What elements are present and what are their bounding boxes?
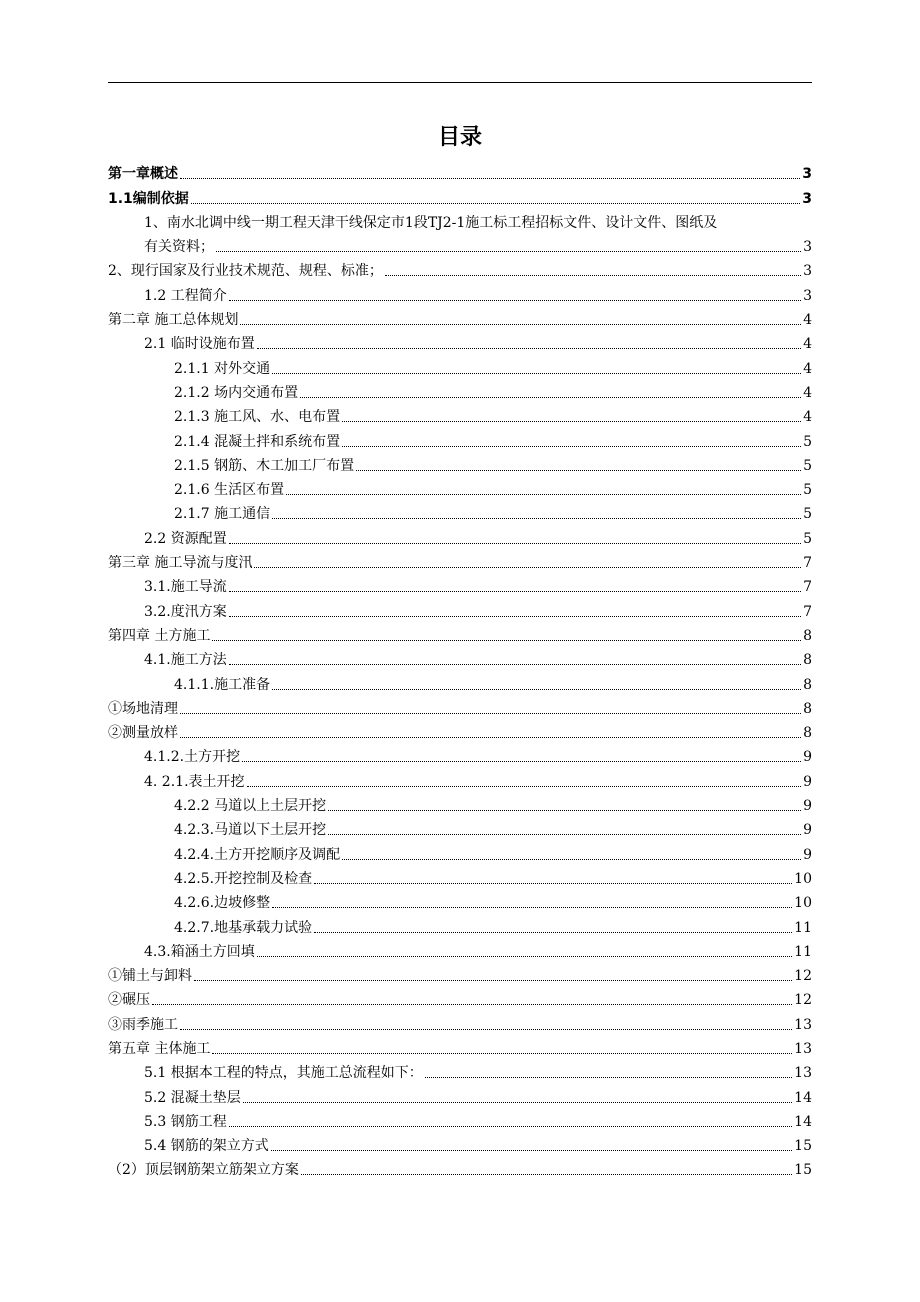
dot-leader bbox=[314, 932, 792, 933]
toc-entry[interactable] bbox=[108, 1107, 812, 1131]
toc-entry-page: 4 bbox=[803, 409, 812, 426]
toc-entry[interactable] bbox=[108, 572, 812, 596]
toc-entry-page: 5 bbox=[803, 457, 812, 474]
toc-entry-page: 13 bbox=[794, 1040, 812, 1057]
toc-entry-page: 12 bbox=[794, 992, 812, 1009]
toc-entry-label: 第四章 土方施工 bbox=[108, 627, 211, 644]
toc-entry-page: 14 bbox=[794, 1113, 812, 1130]
dot-leader bbox=[286, 494, 801, 495]
toc-entry[interactable] bbox=[108, 596, 812, 620]
dot-leader bbox=[301, 1174, 792, 1175]
toc-entry-page: 11 bbox=[794, 943, 812, 960]
toc-entry-label: 2.1.2 场内交通布置 bbox=[174, 384, 299, 401]
toc-entry[interactable] bbox=[108, 718, 812, 742]
dot-leader bbox=[300, 397, 801, 398]
toc-entry-label: 3.2.度汛方案 bbox=[144, 603, 227, 620]
dot-leader bbox=[229, 664, 801, 665]
table-of-contents bbox=[108, 159, 812, 1179]
toc-entry-page: 9 bbox=[803, 822, 812, 839]
dot-leader bbox=[216, 251, 801, 252]
toc-entry-label: 2.1 临时设施布置 bbox=[144, 336, 255, 353]
toc-entry-label: ②测量放样 bbox=[108, 725, 178, 742]
dot-leader bbox=[254, 567, 801, 568]
toc-entry[interactable] bbox=[108, 378, 812, 402]
toc-entry[interactable] bbox=[108, 402, 812, 426]
toc-entry-label: 有关资料； bbox=[144, 239, 214, 256]
toc-entry[interactable] bbox=[108, 815, 812, 839]
toc-entry-page: 8 bbox=[803, 676, 812, 693]
toc-entry[interactable] bbox=[108, 353, 812, 377]
toc-entry[interactable] bbox=[108, 985, 812, 1009]
dot-leader bbox=[212, 1053, 792, 1054]
toc-entry-page: 15 bbox=[794, 1162, 812, 1179]
toc-entry[interactable] bbox=[108, 451, 812, 475]
toc-entry-page: 4 bbox=[803, 360, 812, 377]
toc-entry-label: 4.2.7.地基承载力试验 bbox=[174, 919, 313, 936]
dot-leader bbox=[272, 907, 792, 908]
toc-entry-page: 3 bbox=[803, 263, 812, 280]
toc-entry-label: 1.1编制依据 bbox=[108, 190, 189, 207]
toc-entry-page: 14 bbox=[794, 1089, 812, 1106]
dot-leader bbox=[272, 373, 801, 374]
dot-leader bbox=[314, 883, 792, 884]
toc-entry[interactable] bbox=[108, 499, 812, 523]
toc-entry-page: 8 bbox=[803, 652, 812, 669]
toc-entry[interactable] bbox=[108, 621, 812, 645]
dot-leader bbox=[328, 810, 801, 811]
toc-entry-label: 2.1.3 施工风、水、电布置 bbox=[174, 409, 341, 426]
toc-entry[interactable] bbox=[108, 864, 812, 888]
toc-entry-label: 2.1.4 混凝土拌和系统布置 bbox=[174, 433, 341, 450]
dot-leader bbox=[212, 640, 801, 641]
dot-leader bbox=[180, 178, 800, 179]
toc-entry-label: 2.1.5 钢筋、木工加工厂布置 bbox=[174, 457, 355, 474]
toc-entry-label: 4.2.2 马道以上土层开挖 bbox=[174, 798, 327, 815]
toc-entry[interactable] bbox=[108, 839, 812, 863]
dot-leader bbox=[229, 616, 801, 617]
toc-entry[interactable] bbox=[108, 256, 812, 280]
toc-entry-page: 10 bbox=[794, 895, 812, 912]
toc-entry[interactable] bbox=[108, 669, 812, 693]
toc-entry[interactable] bbox=[108, 305, 812, 329]
toc-entry-page: 7 bbox=[803, 579, 812, 596]
dot-leader bbox=[271, 1150, 792, 1151]
toc-entry[interactable] bbox=[108, 1034, 812, 1058]
toc-entry[interactable] bbox=[108, 523, 812, 547]
dot-leader bbox=[242, 761, 801, 762]
toc-entry-page: 3 bbox=[803, 287, 812, 304]
toc-entry-label: 2.1.1 对外交通 bbox=[174, 360, 271, 377]
toc-entry-page: 4 bbox=[803, 336, 812, 353]
toc-entry-label: 5.2 混凝土垫层 bbox=[144, 1089, 241, 1106]
toc-entry[interactable] bbox=[108, 426, 812, 450]
dot-leader bbox=[342, 421, 801, 422]
toc-entry-page: 3 bbox=[803, 239, 812, 256]
dot-leader bbox=[342, 446, 801, 447]
toc-entry-page: 5 bbox=[803, 482, 812, 499]
dot-leader bbox=[356, 470, 801, 471]
toc-entry-label: 4.3.箱涵土方回填 bbox=[144, 943, 255, 960]
dot-leader bbox=[257, 956, 792, 957]
toc-entry-page: 13 bbox=[794, 1065, 812, 1082]
toc-entry-page: 10 bbox=[794, 870, 812, 887]
toc-entry-label: 5.3 钢筋工程 bbox=[144, 1113, 227, 1130]
toc-entry[interactable] bbox=[108, 694, 812, 718]
toc-entry[interactable] bbox=[108, 159, 812, 183]
toc-entry[interactable] bbox=[108, 548, 812, 572]
toc-entry-label: 3.1.施工导流 bbox=[144, 579, 227, 596]
toc-entry-label: 5.1 根据本工程的特点，其施工总流程如下： bbox=[144, 1065, 423, 1082]
toc-entry-label: 2.1.7 施工通信 bbox=[174, 506, 271, 523]
toc-entry[interactable] bbox=[108, 937, 812, 961]
dot-leader bbox=[425, 1077, 792, 1078]
dot-leader bbox=[240, 324, 801, 325]
toc-entry[interactable] bbox=[108, 208, 812, 232]
dot-leader bbox=[328, 834, 801, 835]
dot-leader bbox=[229, 543, 801, 544]
toc-entry-page: 5 bbox=[803, 530, 812, 547]
toc-entry[interactable] bbox=[108, 1058, 812, 1082]
dot-leader bbox=[257, 348, 801, 349]
toc-entry-page: 9 bbox=[803, 773, 812, 790]
toc-entry-label: ②碾压 bbox=[108, 992, 150, 1009]
toc-entry-label: ①场地清理 bbox=[108, 700, 178, 717]
toc-entry[interactable] bbox=[108, 1009, 812, 1033]
toc-entry-label: 4.1.施工方法 bbox=[144, 652, 227, 669]
dot-leader bbox=[272, 518, 801, 519]
toc-entry-page: 13 bbox=[794, 1016, 812, 1033]
dot-leader bbox=[247, 786, 802, 787]
toc-entry-label: 4.2.3.马道以下土层开挖 bbox=[174, 822, 327, 839]
toc-entry-page: 15 bbox=[794, 1138, 812, 1155]
toc-entry-page: 5 bbox=[803, 506, 812, 523]
toc-entry-page: 9 bbox=[803, 798, 812, 815]
toc-entry-label: 1、南水北调中线一期工程天津干线保定市1段TJ2-1施工标工程招标文件、设计文件、图纸及 bbox=[144, 214, 718, 231]
toc-entry[interactable] bbox=[108, 766, 812, 790]
dot-leader bbox=[180, 737, 801, 738]
toc-entry[interactable] bbox=[108, 232, 812, 256]
toc-entry[interactable] bbox=[108, 791, 812, 815]
toc-entry-page: 11 bbox=[794, 919, 812, 936]
toc-entry-label: 4.1.2.土方开挖 bbox=[144, 749, 241, 766]
dot-leader bbox=[229, 1126, 792, 1127]
toc-entry-label: 第三章 施工导流与度汛 bbox=[108, 555, 253, 572]
toc-entry-page: 8 bbox=[803, 725, 812, 742]
toc-entry-label: 4.2.4.土方开挖顺序及调配 bbox=[174, 846, 341, 863]
toc-entry[interactable] bbox=[108, 1155, 812, 1179]
toc-entry-page: 3 bbox=[802, 190, 812, 207]
toc-entry-page: 9 bbox=[803, 846, 812, 863]
dot-leader bbox=[191, 203, 800, 204]
toc-entry-page: 4 bbox=[803, 312, 812, 329]
dot-leader bbox=[342, 859, 801, 860]
toc-entry-page: 9 bbox=[803, 749, 812, 766]
toc-entry-page: 5 bbox=[803, 433, 812, 450]
toc-entry-label: 4.2.5.开挖控制及检查 bbox=[174, 870, 313, 887]
toc-entry[interactable] bbox=[108, 1082, 812, 1106]
dot-leader bbox=[180, 1029, 792, 1030]
toc-entry-page: 12 bbox=[794, 968, 812, 985]
toc-entry[interactable] bbox=[108, 742, 812, 766]
toc-entry[interactable] bbox=[108, 475, 812, 499]
toc-entry-page: 7 bbox=[803, 603, 812, 620]
toc-entry[interactable] bbox=[108, 645, 812, 669]
toc-entry-label: 4.1.1.施工准备 bbox=[174, 676, 271, 693]
toc-entry[interactable] bbox=[108, 183, 812, 207]
toc-entry-label: ③雨季施工 bbox=[108, 1016, 178, 1033]
header-rule bbox=[108, 82, 812, 83]
toc-entry[interactable] bbox=[108, 912, 812, 936]
dot-leader bbox=[229, 591, 801, 592]
page-title: 目录 bbox=[437, 125, 482, 150]
toc-entry-page: 4 bbox=[803, 384, 812, 401]
dot-leader bbox=[194, 980, 792, 981]
toc-entry[interactable] bbox=[108, 280, 812, 304]
toc-entry-label: 4. 2.1.表土开挖 bbox=[144, 773, 245, 790]
toc-entry-label: （2）顶层钢筋架立筋架立方案 bbox=[108, 1162, 299, 1179]
toc-entry-label: 1.2 工程简介 bbox=[144, 287, 227, 304]
dot-leader bbox=[180, 713, 801, 714]
toc-entry[interactable] bbox=[108, 329, 812, 353]
dot-leader bbox=[243, 1102, 792, 1103]
toc-entry[interactable] bbox=[108, 888, 812, 912]
dot-leader bbox=[152, 1004, 792, 1005]
toc-entry-label: 第一章概述 bbox=[108, 166, 178, 183]
dot-leader bbox=[272, 689, 801, 690]
toc-entry-page: 7 bbox=[803, 555, 812, 572]
toc-entry-label: 2.2 资源配置 bbox=[144, 530, 227, 547]
toc-entry-label: 2.1.6 生活区布置 bbox=[174, 482, 285, 499]
toc-entry-page: 8 bbox=[803, 627, 812, 644]
toc-entry-label: ①铺土与卸料 bbox=[108, 968, 192, 985]
toc-entry[interactable] bbox=[108, 1131, 812, 1155]
toc-entry-label: 5.4 钢筋的架立方式 bbox=[144, 1138, 269, 1155]
toc-entry-label: 4.2.6.边坡修整 bbox=[174, 895, 271, 912]
toc-entry-label: 第五章 主体施工 bbox=[108, 1040, 211, 1057]
dot-leader bbox=[385, 275, 801, 276]
toc-entry-label: 第二章 施工总体规划 bbox=[108, 312, 239, 329]
toc-entry-page: 8 bbox=[803, 700, 812, 717]
dot-leader bbox=[229, 300, 801, 301]
toc-entry[interactable] bbox=[108, 961, 812, 985]
toc-entry-label: 2、现行国家及行业技术规范、规程、标准； bbox=[108, 263, 383, 280]
toc-entry-page: 3 bbox=[802, 166, 812, 183]
